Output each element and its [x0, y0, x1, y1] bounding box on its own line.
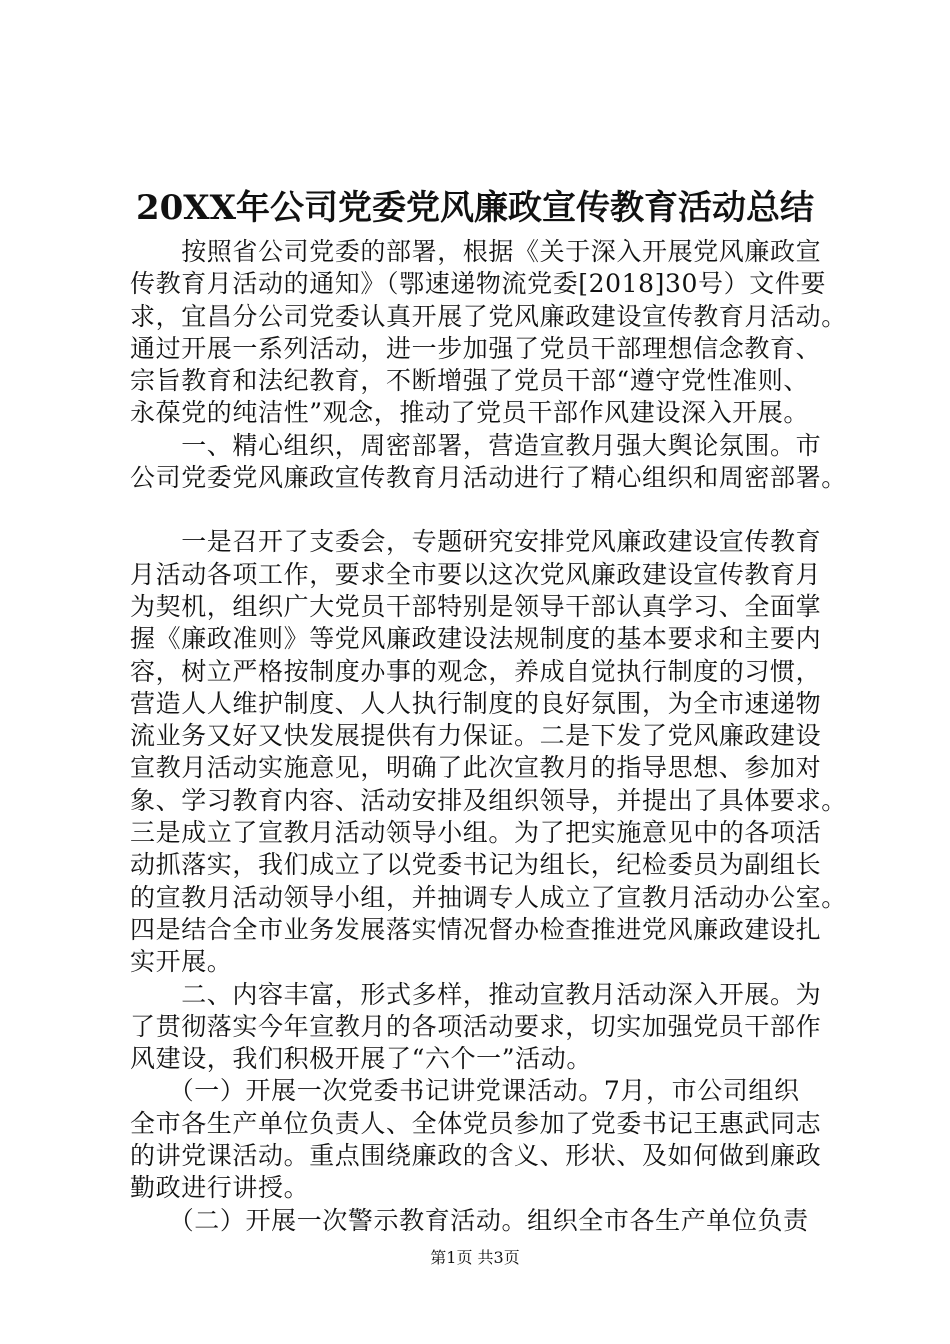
document-body — [130, 236, 850, 1237]
text-line: 三是成立了宣教月活动领导小组。为了把实施意见中的各项活 — [130, 818, 822, 848]
text-line: 全市各生产单位负责人、全体党员参加了党委书记王惠武同志 — [130, 1108, 822, 1138]
text-line: 的讲党课活动。重点围绕廉政的含义、形状、及如何做到廉政 — [130, 1141, 822, 1171]
text-line: 流业务又好又快发展提供有力保证。二是下发了党风廉政建设 — [130, 721, 822, 751]
text-line: （二）开展一次警示教育活动。组织全市各生产单位负责 — [130, 1205, 809, 1235]
text-line: 营造人人维护制度、人人执行制度的良好氛围，为全市速递物 — [130, 688, 822, 718]
text-line: 月活动各项工作，要求全市要以这次党风廉政建设宣传教育月 — [130, 559, 822, 589]
document-title: 20XX年公司党委党风廉政宣传教育活动总结 — [135, 188, 815, 228]
text-line: 通过开展一系列活动，进一步加强了党员干部理想信念教育、 — [130, 333, 822, 363]
text-line: 风建设，我们积极开展了“六个一”活动。 — [130, 1044, 592, 1074]
text-line: 象、学习教育内容、活动安排及组织领导，并提出了具体要求。 — [130, 785, 847, 815]
text-line: 了贯彻落实今年宣教月的各项活动要求，切实加强党员干部作 — [130, 1011, 822, 1041]
text-line: 传教育月活动的通知》（鄂速递物流党委[2018]30号）文件要 — [130, 269, 827, 299]
text-line: 永葆党的纯洁性”观念，推动了党员干部作风建设深入开展。 — [130, 398, 809, 428]
text-line: 二、内容丰富，形式多样，推动宣教月活动深入开展。为 — [130, 979, 822, 1009]
text-line: 公司党委党风廉政宣传教育月活动进行了精心组织和周密部署。 — [130, 463, 847, 493]
text-line: 握《廉政准则》等党风廉政建设法规制度的基本要求和主要内 — [130, 624, 822, 654]
text-line: 勤政进行讲授。 — [130, 1173, 310, 1203]
text-line: 一是召开了支委会，专题研究安排党风廉政建设宣传教育 — [130, 527, 822, 557]
text-line: 实开展。 — [130, 947, 233, 977]
text-line: （一）开展一次党委书记讲党课活动。7月，市公司组织 — [130, 1076, 800, 1106]
text-line: 一、精心组织，周密部署，营造宣教月强大舆论氛围。市 — [130, 430, 822, 460]
paragraph-gap — [130, 494, 850, 526]
page-number-footer: 第1页 共3页 — [430, 1248, 520, 1267]
text-line: 为契机，组织广大党员干部特别是领导干部认真学习、全面掌 — [130, 591, 822, 621]
text-line: 按照省公司党委的部署，根据《关于深入开展党风廉政宣 — [130, 237, 822, 266]
text-line: 四是结合全市业务发展落实情况督办检查推进党风廉政建设扎 — [130, 914, 822, 944]
text-line: 动抓落实，我们成立了以党委书记为组长，纪检委员为副组长 — [130, 850, 822, 880]
text-line: 容，树立严格按制度办事的观念，养成自觉执行制度的习惯， — [130, 656, 822, 686]
text-line: 宗旨教育和法纪教育，不断增强了党员干部“遵守党性准则、 — [130, 366, 809, 396]
text-line: 求，宜昌分公司党委认真开展了党风廉政建设宣传教育月活动。 — [130, 301, 847, 331]
text-line: 的宣教月活动领导小组，并抽调专人成立了宣教月活动办公室。 — [130, 882, 847, 912]
text-line: 宣教月活动实施意见，明确了此次宣教月的指导思想、参加对 — [130, 753, 822, 783]
